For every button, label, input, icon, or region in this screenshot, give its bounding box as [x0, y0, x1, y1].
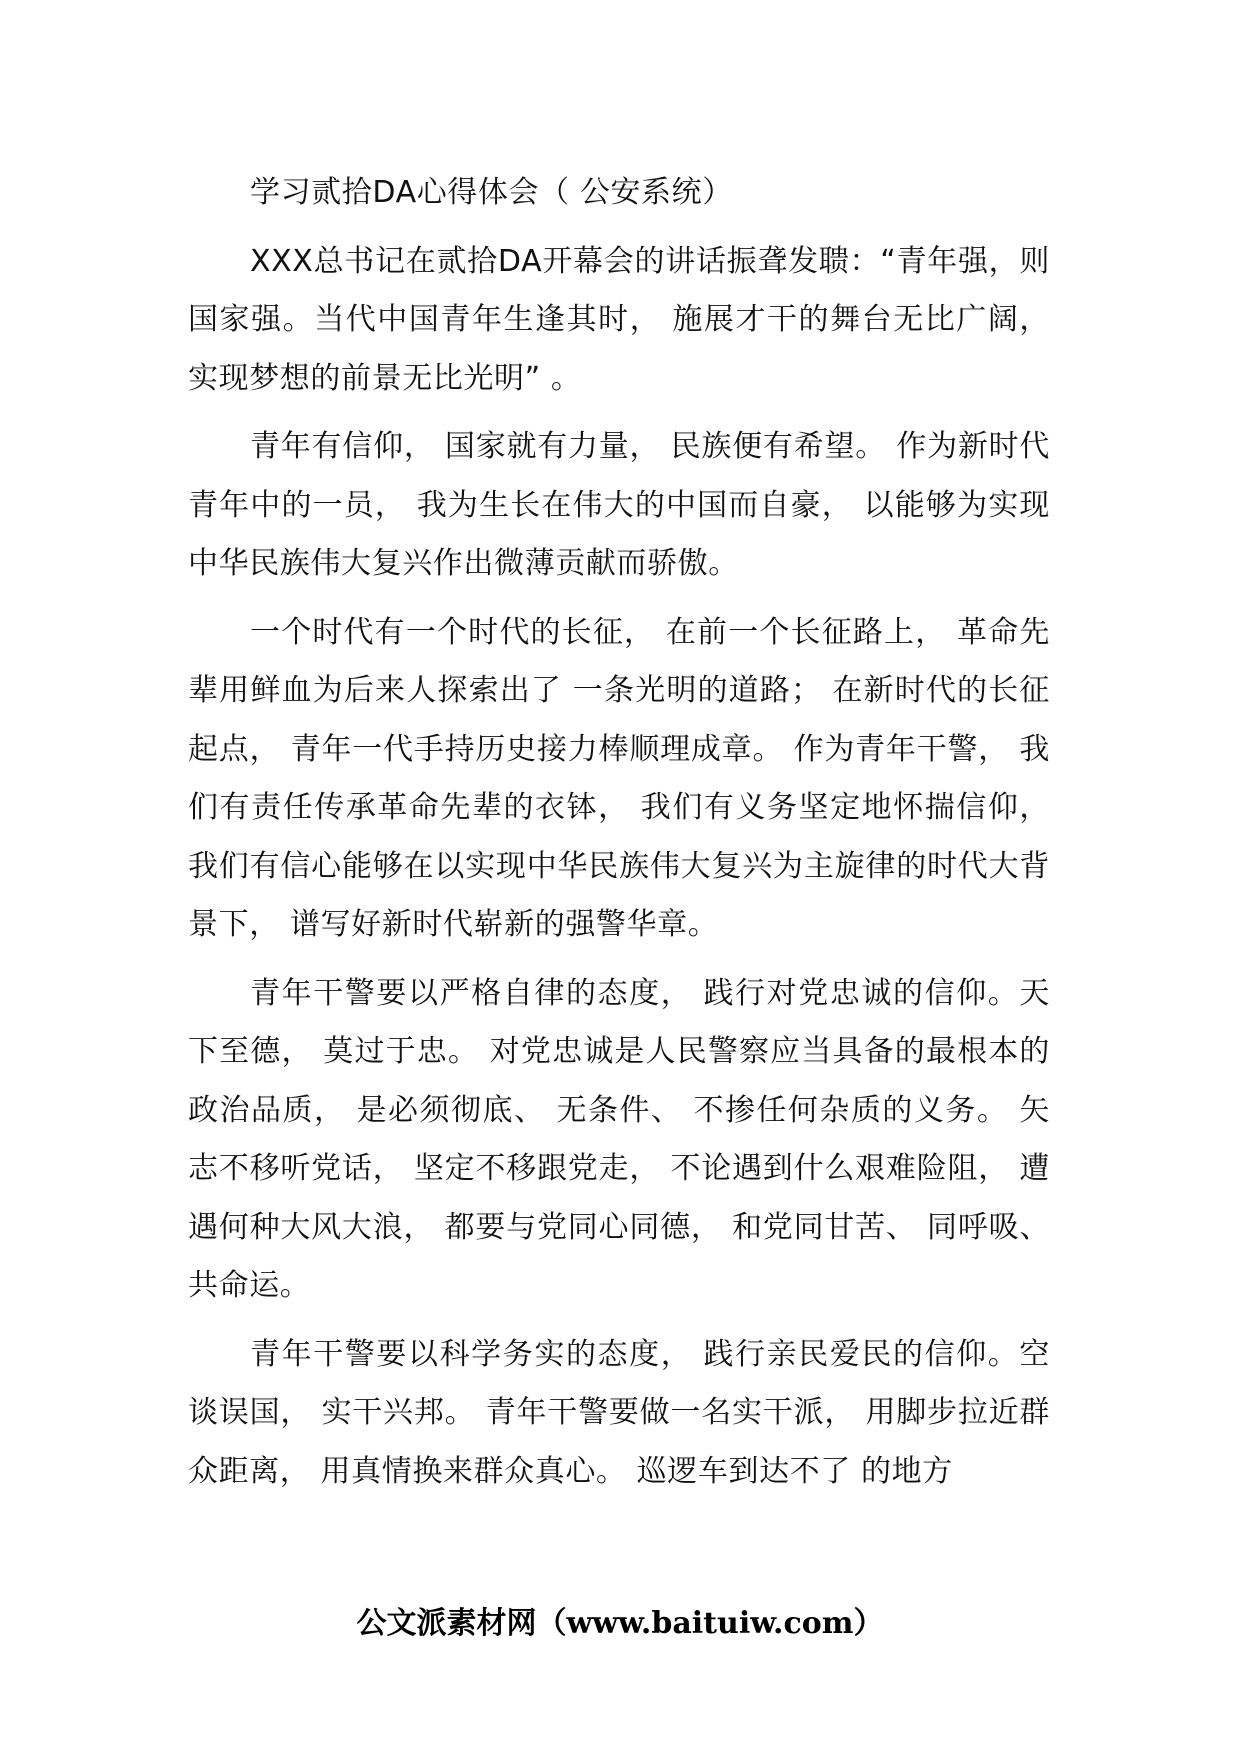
document-title: 学习贰拾DA心得体会（ 公安系统） — [250, 175, 733, 210]
footer-watermark: 公文派素材网（www.baituiw.com） — [356, 1606, 884, 1641]
paragraph-3: 一个时代有一个时代的长征， 在前一个长征路上， 革命先辈用鲜血为后来人探索出了 一条光明的道路； 在新时代的长征起点， 青年一代手持历史接力棒顺理成章。 作为青年干警， 我们有责任传承革命先辈的衣钵， 我们有义务坚定地怀揣信仰，我们有信心能够在以实现中华民族伟大复兴为主旋律的时代大背景下， 谱写好新时代崭新的强警华章。 — [188, 614, 1050, 942]
paragraph-2: 青年有信仰， 国家就有力量， 民族便有希望。 作为新时代青年中的一员， 我为生长在伟大的中国而自豪， 以能够为实现中华民族伟大复兴作出微薄贡献而骄傲。 — [188, 429, 1050, 581]
paragraph-4: 青年干警要以严格自律的态度， 践行对党忠诚的信仰。天下至德， 莫过于忠。 对党忠诚是人民警察应当具备的最根本的政治品质， 是必须彻底、 无条件、 不掺任何杂质的义务。 矢志不移听党话， 坚定不移跟党走， 不论遇到什么艰难险阻， 遭遇何种大风大浪， 都要与党同心同德， 和党同甘苦、 同呼吸、 共命运。 — [188, 975, 1050, 1303]
document-body — [188, 164, 1050, 1511]
paragraph-1: XXX总书记在贰拾DA开幕会的讲话振聋发聩：“青年强，则国家强。当代中国青年生逢其时， 施展才干的舞台无比广阔，实现梦想的前景无比光明” 。 — [188, 243, 1050, 396]
paragraph-5: 青年干警要以科学务实的态度， 践行亲民爱民的信仰。空谈误国， 实干兴邦。 青年干警要做一名实干派， 用脚步拉近群众距离， 用真情换来群众真心。 巡逻车到达不了 的地方 — [188, 1336, 1050, 1489]
